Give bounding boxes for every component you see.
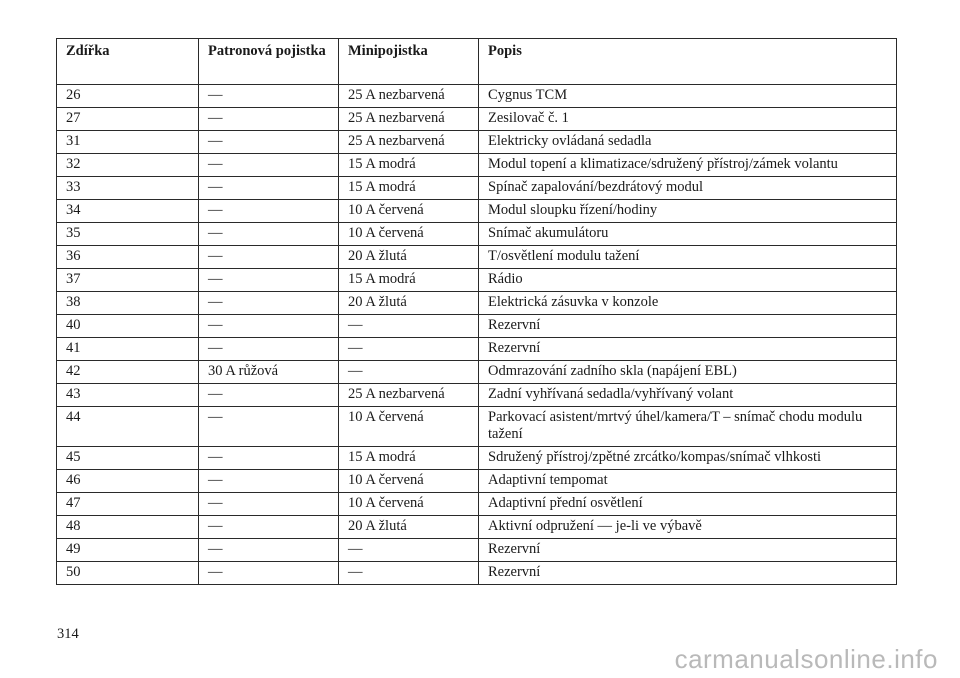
table-body (57, 85, 897, 585)
cell-cartridge-fuse: — (199, 177, 339, 200)
cell-cavity: 41 (57, 338, 199, 361)
page-number: 314 (57, 626, 79, 642)
table-row (57, 269, 897, 292)
table-row (57, 361, 897, 384)
cell-cavity: 47 (57, 493, 199, 516)
table-row (57, 384, 897, 407)
cell-cartridge-fuse: — (199, 539, 339, 562)
cell-mini-fuse: — (339, 338, 479, 361)
table-row (57, 470, 897, 493)
cell-cavity: 34 (57, 200, 199, 223)
table-row (57, 292, 897, 315)
cell-description: Modul topení a klimatizace/sdružený přístroj/zámek volantu (479, 154, 897, 177)
cell-description: Elektrická zásuvka v konzole (479, 292, 897, 315)
cell-description: Rezervní (479, 562, 897, 585)
cell-description: Parkovací asistent/mrtvý úhel/kamera/T – snímač chodu modulu tažení (479, 407, 897, 447)
cell-description: Adaptivní tempomat (479, 470, 897, 493)
cell-mini-fuse: 20 A žlutá (339, 246, 479, 269)
cell-cavity: 48 (57, 516, 199, 539)
table-row (57, 539, 897, 562)
cell-cavity: 49 (57, 539, 199, 562)
cell-mini-fuse: 25 A nezbarvená (339, 85, 479, 108)
table-row (57, 493, 897, 516)
cell-description: Snímač akumulátoru (479, 223, 897, 246)
cell-mini-fuse: 10 A červená (339, 200, 479, 223)
cell-cartridge-fuse: — (199, 447, 339, 470)
cell-cartridge-fuse: 30 A růžová (199, 361, 339, 384)
cell-cartridge-fuse: — (199, 407, 339, 447)
cell-description: Zesilovač č. 1 (479, 108, 897, 131)
table-row (57, 131, 897, 154)
cell-cartridge-fuse: — (199, 223, 339, 246)
cell-cartridge-fuse: — (199, 85, 339, 108)
table-row (57, 154, 897, 177)
header-cartridge-fuse: Patronová pojistka (199, 39, 339, 85)
cell-cavity: 32 (57, 154, 199, 177)
cell-cavity: 36 (57, 246, 199, 269)
header-cavity: Zdířka (57, 39, 199, 85)
table-row (57, 108, 897, 131)
cell-cavity: 38 (57, 292, 199, 315)
cell-cavity: 45 (57, 447, 199, 470)
cell-cavity: 42 (57, 361, 199, 384)
cell-description: Rezervní (479, 315, 897, 338)
table-row (57, 177, 897, 200)
header-description: Popis (479, 39, 897, 85)
table-row (57, 85, 897, 108)
cell-mini-fuse: 10 A červená (339, 223, 479, 246)
table-row (57, 338, 897, 361)
cell-description: Spínač zapalování/bezdrátový modul (479, 177, 897, 200)
cell-cartridge-fuse: — (199, 516, 339, 539)
table-row (57, 562, 897, 585)
cell-description: Rezervní (479, 338, 897, 361)
header-mini-fuse: Minipojistka (339, 39, 479, 85)
cell-mini-fuse: 25 A nezbarvená (339, 108, 479, 131)
cell-cartridge-fuse: — (199, 269, 339, 292)
cell-cavity: 43 (57, 384, 199, 407)
cell-cartridge-fuse: — (199, 315, 339, 338)
cell-mini-fuse: 15 A modrá (339, 269, 479, 292)
cell-cartridge-fuse: — (199, 470, 339, 493)
cell-cartridge-fuse: — (199, 246, 339, 269)
cell-cartridge-fuse: — (199, 562, 339, 585)
table-row (57, 246, 897, 269)
cell-mini-fuse: 10 A červená (339, 470, 479, 493)
cell-cavity: 46 (57, 470, 199, 493)
cell-mini-fuse: 25 A nezbarvená (339, 131, 479, 154)
cell-description: Aktivní odpružení — je-li ve výbavě (479, 516, 897, 539)
cell-mini-fuse: — (339, 539, 479, 562)
cell-mini-fuse: 15 A modrá (339, 447, 479, 470)
header-row (57, 39, 897, 85)
cell-mini-fuse: 25 A nezbarvená (339, 384, 479, 407)
cell-mini-fuse: — (339, 361, 479, 384)
cell-mini-fuse: 10 A červená (339, 407, 479, 447)
cell-cartridge-fuse: — (199, 493, 339, 516)
cell-cartridge-fuse: — (199, 108, 339, 131)
cell-description: Rezervní (479, 539, 897, 562)
cell-cavity: 26 (57, 85, 199, 108)
cell-cartridge-fuse: — (199, 292, 339, 315)
cell-description: Modul sloupku řízení/hodiny (479, 200, 897, 223)
cell-mini-fuse: 15 A modrá (339, 154, 479, 177)
cell-description: Adaptivní přední osvětlení (479, 493, 897, 516)
cell-cartridge-fuse: — (199, 154, 339, 177)
watermark: carmanualsonline.info (674, 644, 938, 674)
cell-cavity: 44 (57, 407, 199, 447)
cell-description: Zadní vyhřívaná sedadla/vyhřívaný volant (479, 384, 897, 407)
table-header (57, 39, 897, 85)
cell-cartridge-fuse: — (199, 200, 339, 223)
table-row (57, 223, 897, 246)
cell-mini-fuse: 20 A žlutá (339, 292, 479, 315)
table-row (57, 407, 897, 447)
cell-description: Elektricky ovládaná sedadla (479, 131, 897, 154)
cell-cartridge-fuse: — (199, 384, 339, 407)
cell-mini-fuse: — (339, 562, 479, 585)
cell-cavity: 35 (57, 223, 199, 246)
cell-description: Odmrazování zadního skla (napájení EBL) (479, 361, 897, 384)
cell-description: Sdružený přístroj/zpětné zrcátko/kompas/snímač vlhkosti (479, 447, 897, 470)
cell-mini-fuse: 10 A červená (339, 493, 479, 516)
cell-mini-fuse: — (339, 315, 479, 338)
table-row (57, 516, 897, 539)
cell-mini-fuse: 20 A žlutá (339, 516, 479, 539)
cell-cavity: 37 (57, 269, 199, 292)
cell-cavity: 33 (57, 177, 199, 200)
cell-cavity: 31 (57, 131, 199, 154)
cell-cavity: 40 (57, 315, 199, 338)
cell-mini-fuse: 15 A modrá (339, 177, 479, 200)
cell-description: T/osvětlení modulu tažení (479, 246, 897, 269)
cell-description: Rádio (479, 269, 897, 292)
cell-cavity: 27 (57, 108, 199, 131)
table-row (57, 447, 897, 470)
table-row (57, 315, 897, 338)
cell-description: Cygnus TCM (479, 85, 897, 108)
fuse-table (56, 38, 897, 585)
cell-cavity: 50 (57, 562, 199, 585)
cell-cartridge-fuse: — (199, 131, 339, 154)
table-row (57, 200, 897, 223)
cell-cartridge-fuse: — (199, 338, 339, 361)
